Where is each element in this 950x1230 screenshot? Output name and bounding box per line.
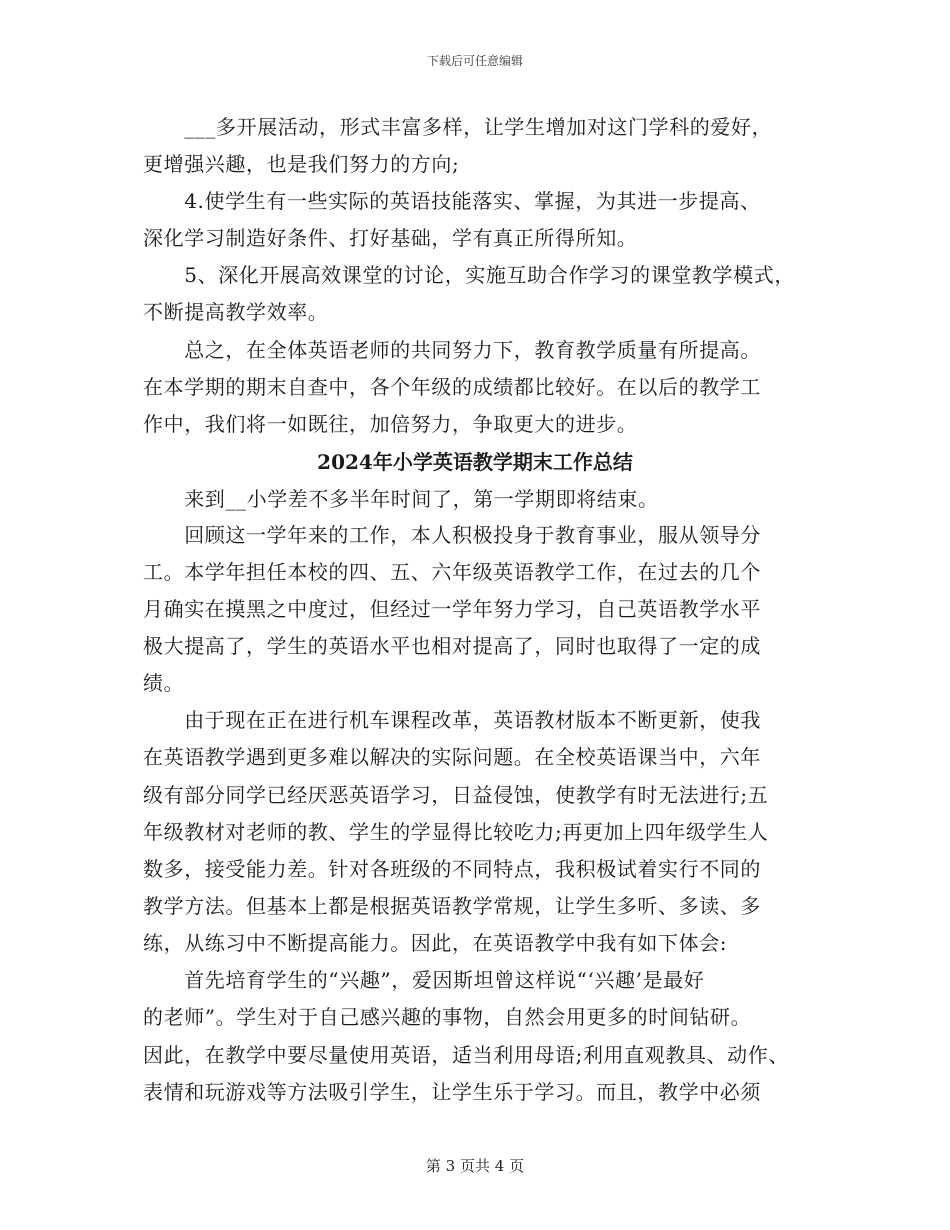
page-footer: 第 3 页共 4 页 — [425, 1157, 525, 1175]
body-line: 极大提高了，学生的英语水平也相对提高了，同时也取得了一定的成 — [143, 634, 761, 658]
page-header: 下载后可任意编辑 — [426, 54, 523, 68]
body-line: 练，从练习中不断提高能力。因此，在英语教学中我有如下体会: — [143, 931, 728, 955]
body-line: ___多开展活动，形式丰富多样，让学生增加对这门学科的爱好， — [143, 115, 773, 139]
body-line: 总之，在全体英语老师的共同努力下，教育教学质量有所提高。 — [143, 338, 761, 362]
body-line: 数多，接受能力差。针对各班级的不同特点，我积极试着实行不同的 — [143, 857, 761, 881]
body-line: 由于现在正在进行机车课程改革，英语教材版本不断更新，使我 — [143, 708, 761, 732]
body-line: 表情和玩游戏等方法吸引学生，让学生乐于学习。而且，教学中必须 — [143, 1080, 761, 1104]
body-line: 更增强兴趣，也是我们努力的方向; — [143, 152, 460, 176]
body-line: 级有部分同学已经厌恶英语学习，日益侵蚀，使教学有时无法进行;五 — [143, 783, 769, 807]
body-line: 回顾这一学年来的工作，本人积极投身于教育事业，服从领导分 — [143, 523, 761, 547]
body-line: 的老师”。学生对于自己感兴趣的事物，自然会用更多的时间钻研。 — [143, 1005, 752, 1029]
body-line: 因此，在教学中要尽量使用英语，适当利用母语;利用直观教具、动作、 — [143, 1043, 789, 1067]
body-line: 4.使学生有一些实际的英语技能落实、掌握，为其进一步提高、 — [143, 189, 761, 213]
body-line: 来到__小学差不多半年时间了，第一学期即将结束。 — [143, 487, 659, 511]
body-line: 在本学期的期末自查中，各个年级的成绩都比较好。在以后的教学工 — [143, 375, 761, 399]
body-line: 首先培育学生的“兴趣”，爱因斯坦曾这样说“‘兴趣’是最好 — [143, 968, 705, 992]
section-title: 2024年小学英语教学期末工作总结 — [317, 450, 633, 474]
body-line: 5、深化开展高效课堂的讨论，实施互助合作学习的课堂教学模式， — [143, 263, 795, 287]
body-line: 月确实在摸黑之中度过，但经过一学年努力学习，自己英语教学水平 — [143, 597, 761, 621]
body-line: 绩。 — [143, 671, 185, 695]
body-line: 作中，我们将一如既往，加倍努力，争取更大的进步。 — [143, 412, 638, 436]
body-line: 工。本学年担任本校的四、五、六年级英语教学工作，在过去的几个 — [143, 560, 761, 584]
body-line: 深化学习制造好条件、打好基础，学有真正所得所知。 — [143, 226, 638, 250]
body-line: 年级教材对老师的教、学生的学显得比较吃力;再更加上四年级学生人 — [143, 820, 769, 844]
body-line: 不断提高教学效率。 — [143, 300, 329, 324]
body-line: 教学方法。但基本上都是根据英语教学常规，让学生多听、多读、多 — [143, 894, 761, 918]
body-line: 在英语教学遇到更多难以解决的实际问题。在全校英语课当中，六年 — [143, 745, 761, 769]
